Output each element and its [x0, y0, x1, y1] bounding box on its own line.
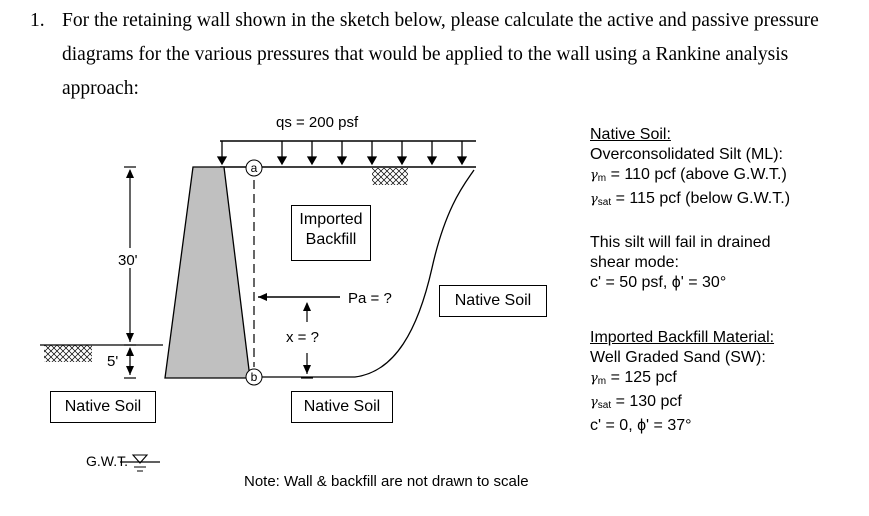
native-soil-note-2: shear mode: [590, 254, 679, 271]
problem-text: For the retaining wall shown in the sketch below, please calculate the active and passive pressure diagrams for the various pressures that would be applied to the wall using a Rankine analysis approach: [62, 10, 819, 99]
native-soil-box-left: Native Soil [50, 391, 156, 423]
backfill-gamma-sat: $\gamma_{sat} = 130$ pcf [590, 393, 682, 411]
surcharge-label: qs = 200 psf [276, 114, 359, 131]
native-soil-properties [590, 125, 790, 293]
native-soil-hatch-left [44, 345, 92, 362]
native-soil-gamma-sat: $\gamma_{sat} = 115$ pcf (below G.W.T.) [590, 190, 791, 208]
backfill-params: c' = 0, ϕ' = 37° [590, 417, 692, 434]
backfill-properties [590, 328, 774, 436]
native-soil-type: Overconsolidated Silt (ML): [590, 146, 783, 163]
embedment-dimension [124, 348, 136, 378]
scale-note: Note: Wall & backfill are not drawn to scale [244, 473, 529, 490]
backfill-hatch [372, 168, 408, 185]
x-label: x = ? [286, 329, 319, 346]
gwt-label: G.W.T. [86, 453, 128, 469]
native-soil-box-bottom: Native Soil [291, 391, 393, 423]
embedment-label: 5' [107, 353, 119, 370]
backfill-label-line-1: Imported [299, 211, 363, 228]
backfill-heading: Imported Backfill Material: [590, 329, 775, 346]
native-soil-params: c' = 50 psf, ϕ' = 30° [590, 274, 727, 291]
problem-number: 1. [30, 10, 45, 31]
backfill-type: Well Graded Sand (SW): [590, 349, 766, 366]
native-soil-heading: Native Soil: [590, 126, 671, 143]
backfill-label-line-2: Backfill [305, 231, 357, 248]
wall-height-label: 30' [118, 252, 138, 269]
retaining-wall [165, 167, 250, 378]
native-soil-note-1: This silt will fail in drained [590, 234, 771, 251]
imported-backfill-box [291, 205, 371, 261]
backfill-gamma-m: $\gamma_m = 125$ pcf [590, 369, 677, 387]
active-force-label: Pa = ? [348, 290, 392, 307]
native-soil-gamma-m: $\gamma_m = 110$ pcf (above G.W.T.) [590, 166, 787, 184]
native-soil-box-right: Native Soil [439, 285, 547, 317]
point-b-label: b [250, 370, 258, 384]
point-a-label: a [250, 161, 258, 175]
